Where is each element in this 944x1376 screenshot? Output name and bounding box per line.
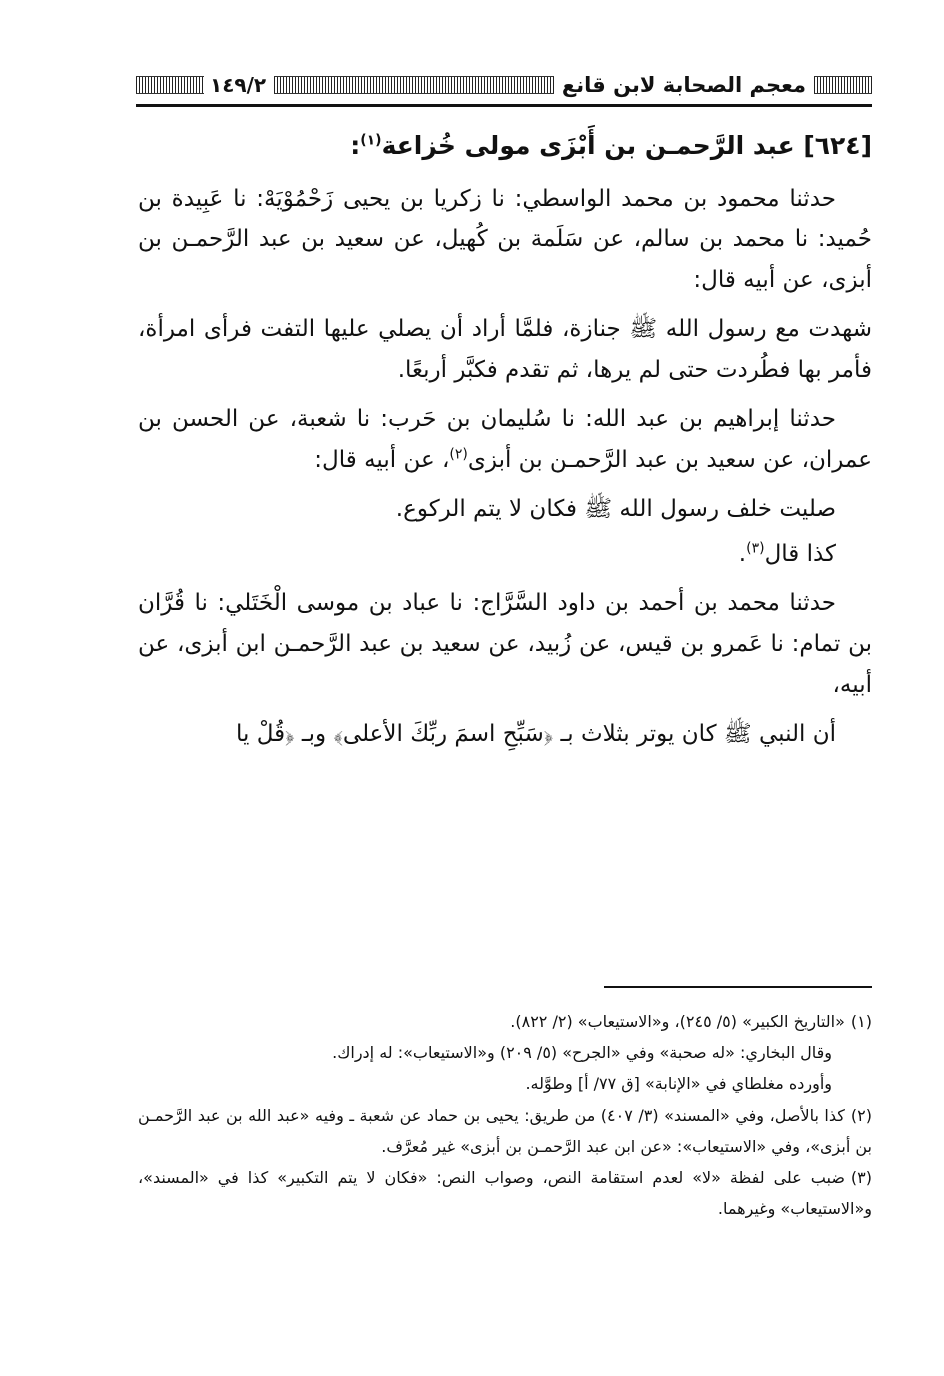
remark-paragraph — [138, 534, 872, 575]
matn-paragraph-2: صليت خلف رسول الله ﷺ فكان لا يتم الركوع. — [395, 496, 836, 523]
footnote-3-text: ضبب على لفظة «لا» لعدم استقامة النص، وصواب النص: «فكان لا يتم التكبير» كذا في «المسند»، و«الاستيعاب» وغيرهما. — [138, 1167, 872, 1219]
footnote-ref-3: (٣) — [746, 540, 765, 557]
footnote-separator — [604, 986, 872, 988]
header-ornament-right — [814, 76, 872, 94]
header-row — [136, 70, 872, 100]
entry-heading-text: [٦٢٤] عبد الرَّحمـن بن أَبْزَى مولى خُزاعة — [381, 131, 872, 160]
header-ornament-middle — [274, 76, 554, 94]
isnad-paragraph-1: حدثنا محمود بن محمد الواسطي: نا زكريا بن يحيى زَحْمُوْيَهْ: نا عَبِيدة بن حُميد: نا محمد بن سالم، عن سَلَمة بن كُهيل، عن سعيد بن عبد الرَّحمـن بن أبزى، عن أبيه قال: — [138, 185, 872, 294]
running-title: معجم الصحابة لابن قانع — [561, 73, 806, 97]
main-text — [138, 124, 872, 763]
footnote-2-text: كذا بالأصل، وفي «المسند» (٣/ ٤٠٧) من طريق: يحيى بن حماد عن شعبة ـ وفيه «عبد الله بن عبد الرَّحمـن بن أبزى»، وفي «الاستيعاب»: «عن ابن عبد الرَّحمـن بن أبزى» غير مُعرَّف. — [138, 1105, 872, 1156]
isnad-paragraph-3: حدثنا محمد بن أحمد بن داود السَّرَّاج: نا عباد بن موسى الْخَتَلي: نا قُرَّان بن تمام: نا عَمرو بن قيس، عن زُبيد، عن سعيد بن عبد الرَّحمـن ابن أبزى، عن أبيه، — [138, 589, 872, 698]
footnote-2-number: (٢) — [850, 1105, 872, 1125]
page-number: ١٤٩/٢ — [210, 73, 267, 97]
footnote-1-text: «التاريخ الكبير» (٥/ ٢٤٥)، و«الاستيعاب» (٢/ ٨٢٢). — [510, 1012, 845, 1031]
footnote-1-line-2: وقال البخاري: «له صحبة» وفي «الجرح» (٥/ ٢٠٩) و«الاستيعاب»: له إدراك. — [332, 1043, 832, 1063]
footnote-ref-2: (٢) — [449, 446, 468, 463]
footnote-1-number: (١) — [850, 1012, 872, 1031]
footnotes — [138, 1006, 872, 1224]
isnad-paragraph-2-text-a: حدثنا إبراهيم بن عبد الله: نا سُليمان بن حَرب: نا شعبة، عن الحسن بن عمران، عن سعيد بن عبد الرَّحمـن بن أبزى — [138, 406, 872, 474]
remark-tail: . — [738, 541, 747, 567]
matn-paragraph-3: أن النبي ﷺ كان يوتر بثلاث بـ ﴿سَبِّحِ اسمَ ربِّكَ الأعلى﴾ وبـ ﴿قُلْ يا — [235, 720, 836, 747]
running-header — [136, 62, 872, 107]
footnote-3 — [138, 1162, 872, 1224]
footnote-1 — [138, 1006, 872, 1037]
entry-heading — [138, 124, 872, 169]
footnote-1-line-3: وأورده مغلطاي في «الإنابة» [ق ٧٧/ أ] وطوَّله. — [525, 1074, 832, 1094]
isnad-paragraph-2 — [138, 399, 872, 481]
header-ornament-left — [136, 76, 204, 94]
footnote-2 — [138, 1100, 872, 1162]
footnote-ref-1: (١) — [360, 132, 382, 149]
matn-paragraph-1: شهدت مع رسول الله ﷺ جنازة، فلمَّا أراد أن يصلي عليها التفت فرأى امرأة، فأمر بها فطُردت حتى لم يرها، ثم تقدم فكبَّر أربعًا. — [138, 316, 872, 384]
entry-heading-colon: : — [350, 131, 361, 160]
remark-text: كذا قال — [764, 541, 836, 567]
footnote-3-number: (٣) — [850, 1167, 872, 1187]
isnad-paragraph-2-text-b: ، عن أبيه قال: — [314, 447, 450, 474]
